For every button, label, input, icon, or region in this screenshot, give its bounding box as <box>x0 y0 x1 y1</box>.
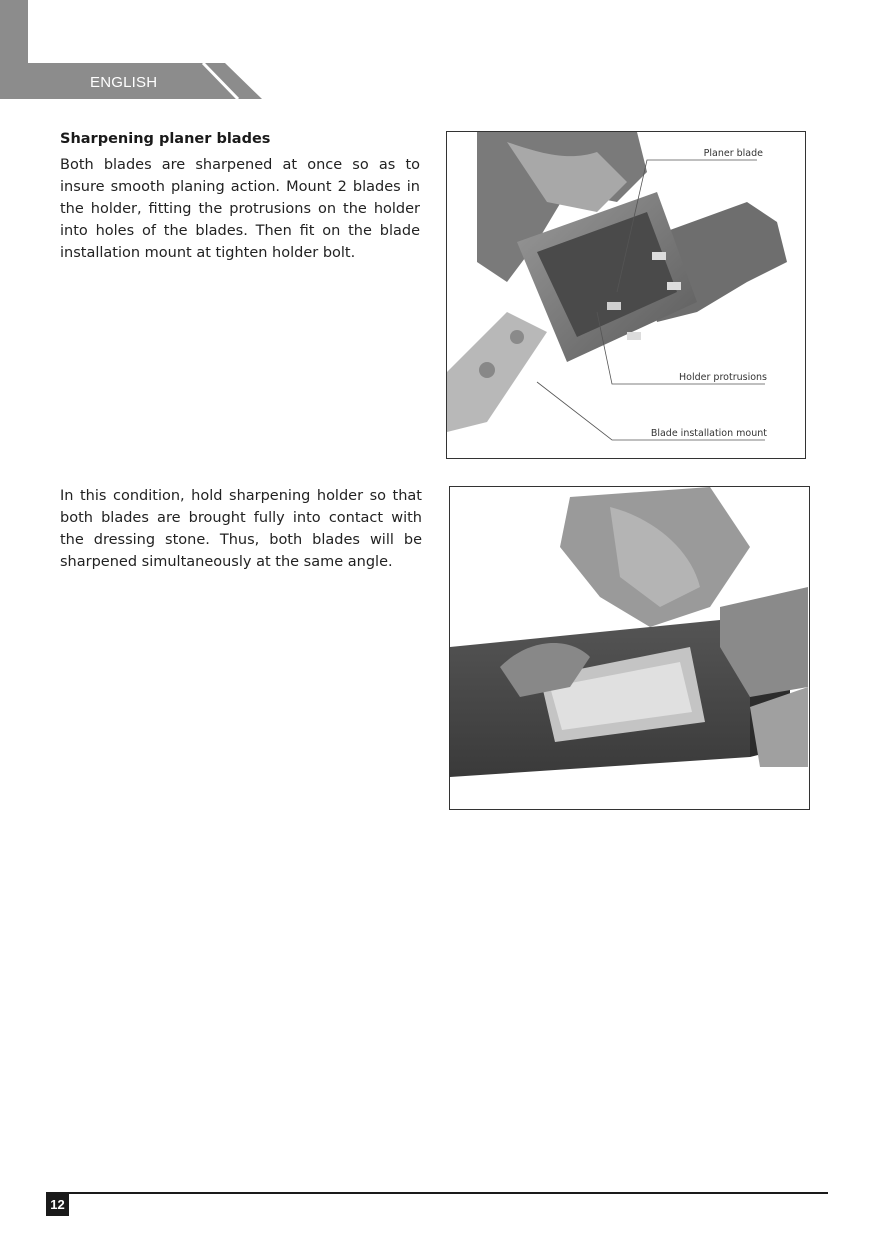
section-title: Sharpening planer blades <box>60 131 271 147</box>
label-holder-protrusions: Holder protrusions <box>679 372 767 383</box>
label-planer-blade: Planer blade <box>703 148 763 159</box>
label-blade-installation-mount: Blade installation mount <box>650 428 767 439</box>
footer-rule <box>46 1192 828 1194</box>
figure-blade-holder <box>446 131 806 459</box>
section1-paragraph: Both blades are sharpened at once so as to insure smooth planing action. Mount 2 blades in the holder, fitting the protrusions on the holder into holes of the blades. Then fit on the blade installation mount at tighten holder bolt. <box>60 157 420 261</box>
figure-dressing-stone <box>449 486 810 810</box>
blade-holder-photo <box>447 132 804 457</box>
page-number: 12 <box>46 1194 69 1216</box>
dressing-stone-photo <box>450 487 808 808</box>
language-label: ENGLISH <box>90 74 158 91</box>
section2-paragraph: In this condition, hold sharpening holder so that both blades are brought fully into contact with the dressing stone. Thus, both blades will be sharpened simultaneously at the same angle. <box>60 488 422 570</box>
